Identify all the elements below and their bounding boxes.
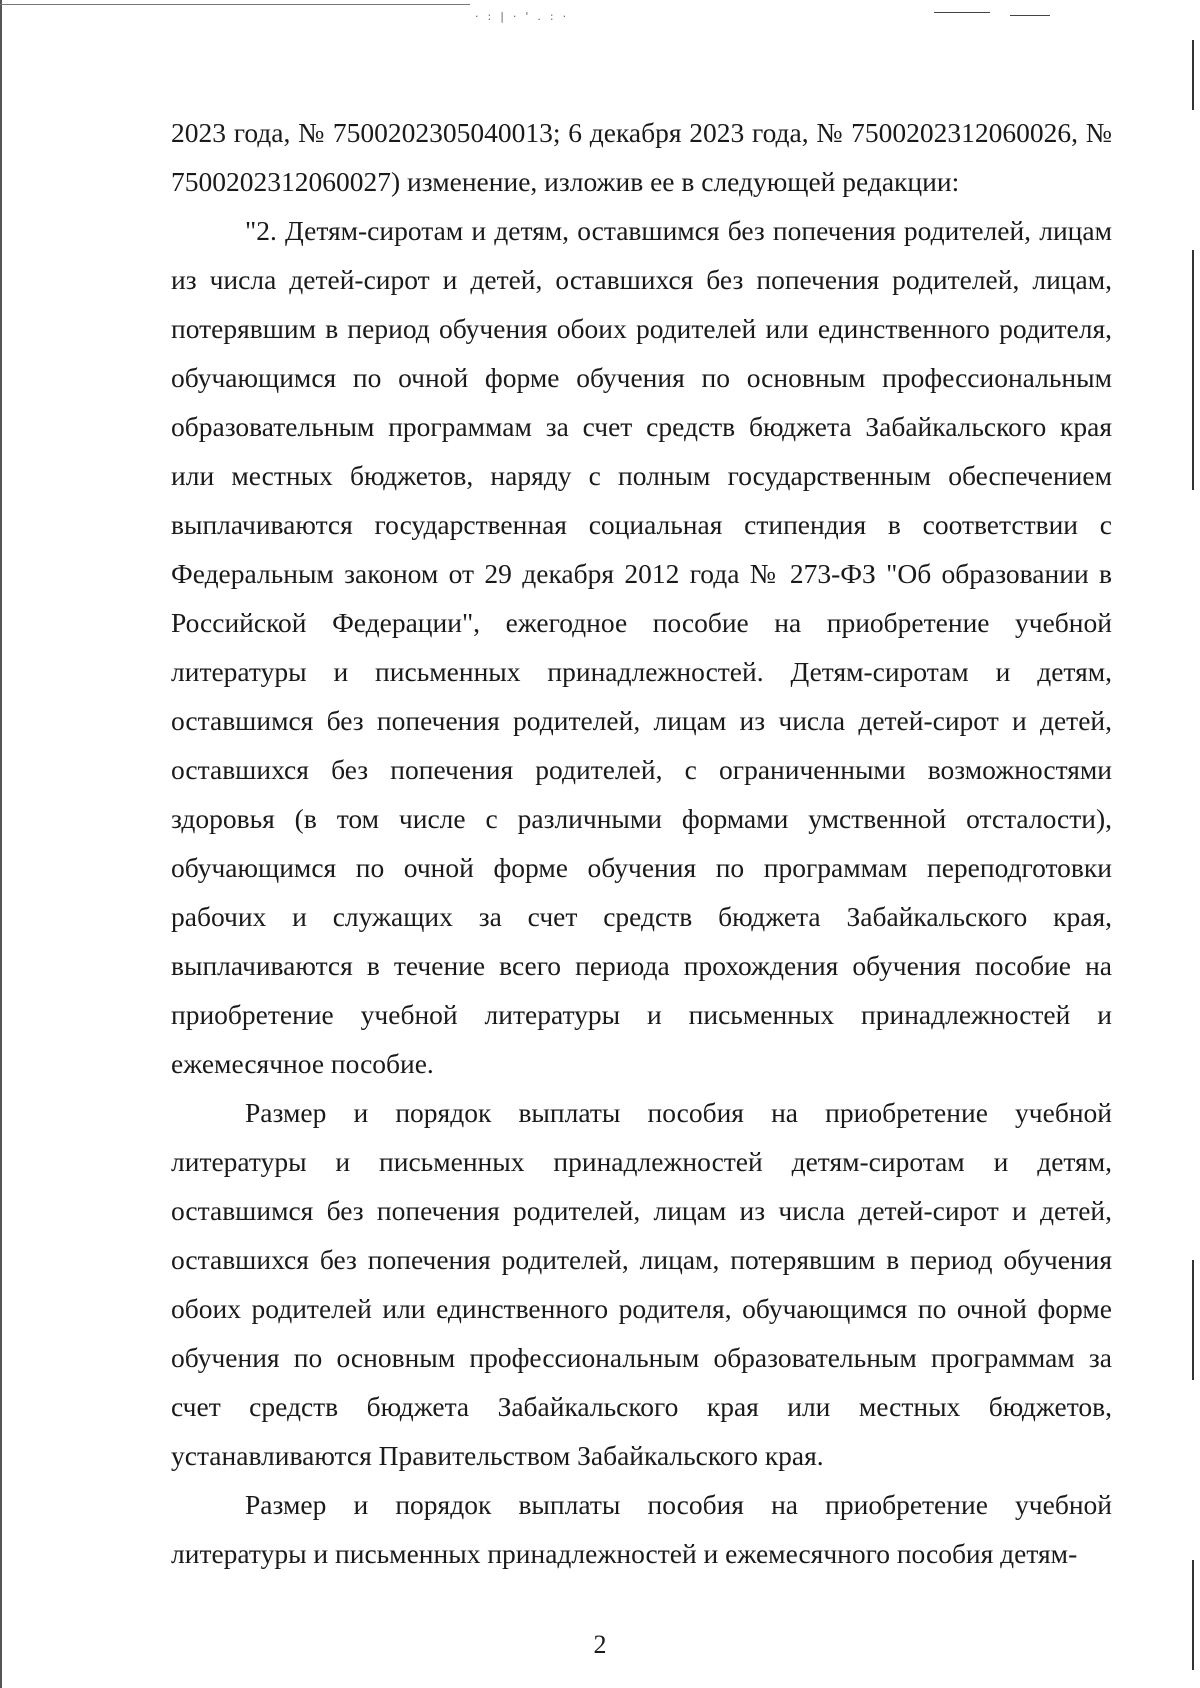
scan-dash [934,12,990,13]
paragraph-item-2: "2. Детям-сиротам и детям, оставшимся без попечения родителей, лицам из числа детей-сирот и детей, оставшихся без попечения родителей, лицам, потерявшим в период обучения обоих родителей или единственного родителя, обучающимся по очной форме обучения по основным профессиональным образовательным программам за счет средств бюджета Забайкальского края или местных бюджетов, наряду с полным государственным обеспечением выплачиваются государственная социальная стипендия в соответствии с Федеральным законом от 29 декабря 2012 года № 273-ФЗ "Об образовании в Российской Федерации", ежегодное пособие на приобретение учебной литературы и письменных принадлежностей. Детям-сиротам и детям, оставшимся без попечения родителей, лицам из числа детей-сирот и детей, оставшихся без попечения родителей, с ограниченными возможностями здоровья (в том числе с различными формами умственной отсталости), обучающимся по очной форме обучения по программам переподготовки рабочих и служащих за счет средств бюджета Забайкальского края, выплачиваются в течение всего периода прохождения обучения пособие на приобретение учебной литературы и письменных принадлежностей и ежемесячное пособие. [171,215,1112,1079]
paragraph-continuation: 2023 года, № 7500202305040013; 6 декабря 2023 года, № 7500202312060026, № 7500202312060027) изменение, изложив ее в следующей редакции: [171,117,1112,197]
scan-margin-mark [1192,250,1194,490]
scan-edge [0,0,2,1688]
paragraph-benefit-monthly: Размер и порядок выплаты пособия на приобретение учебной литературы и письменных принадлежностей и ежемесячного пособия детям- [171,1489,1112,1569]
scan-margin-mark [1192,40,1194,110]
scan-specks: ·:|·'.:· [475,10,576,23]
page-number: 2 [593,1630,607,1659]
scan-dash [1010,15,1050,16]
scan-top-rule [0,4,470,5]
document-body [171,108,1112,1578]
scan-margin-mark [1192,1260,1194,1380]
paragraph-benefit-size: Размер и порядок выплаты пособия на приобретение учебной литературы и письменных принадлежностей детям-сиротам и детям, оставшимся без попечения родителей, лицам из числа детей-сирот и детей, оставшихся без попечения родителей, лицам, потерявшим в период обучения обоих родителей или единственного родителя, обучающимся по очной форме обучения по основным профессиональным образовательным программам за счет средств бюджета Забайкальского края или местных бюджетов, устанавливаются Правительством Забайкальского края. [171,1097,1112,1471]
